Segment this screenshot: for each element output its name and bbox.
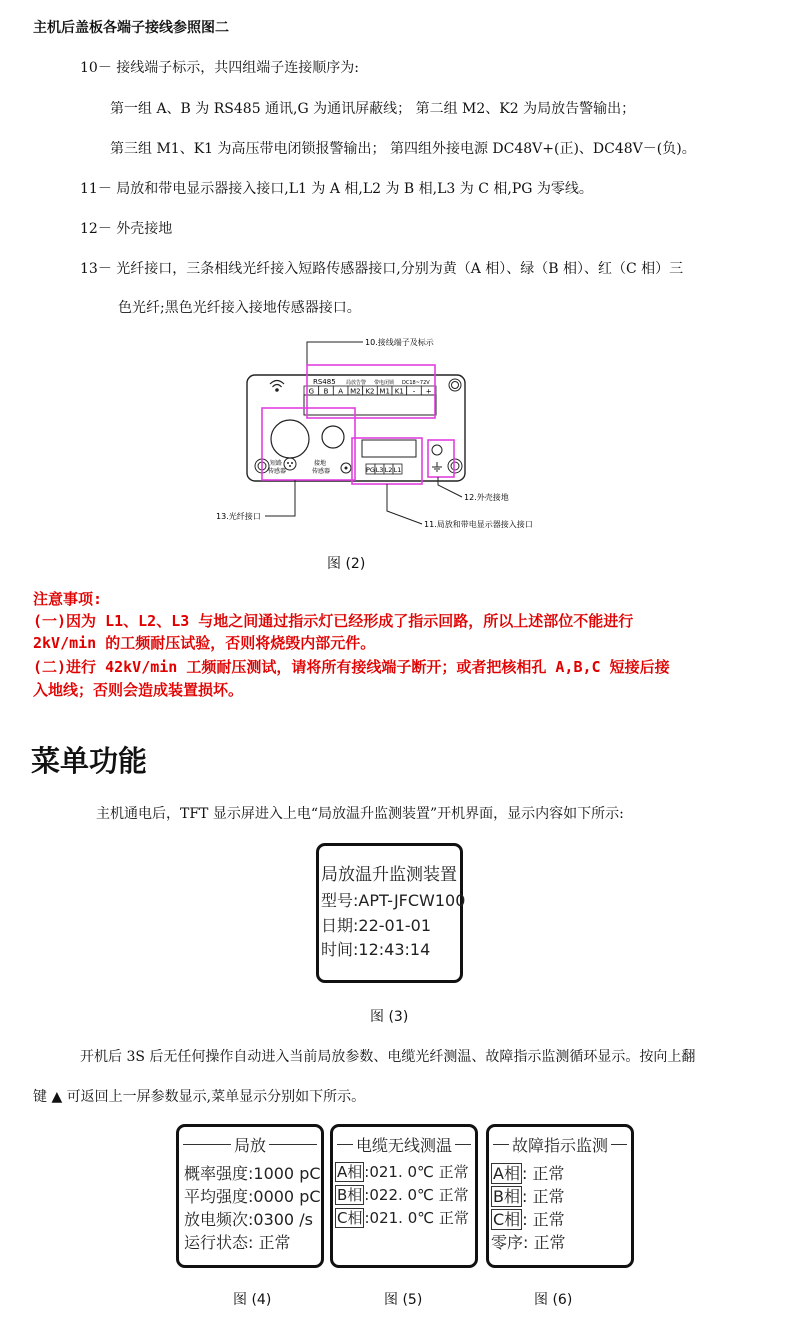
pd-line-4: 运行状态: 正常 xyxy=(184,1233,291,1252)
fault-row-a xyxy=(491,1161,564,1184)
pd-line-1: 概率强度:1000 pC xyxy=(184,1164,321,1183)
item-12: 12－ 外壳接地 xyxy=(80,221,173,237)
fault-row-c-label: C相 xyxy=(493,1210,521,1229)
rs485-label: RS485 xyxy=(313,378,336,386)
item-13-line2: 色光纤;黑色光纤接入接地传感器接口。 xyxy=(118,300,361,316)
terminal-label: A xyxy=(338,387,344,396)
display-terminals xyxy=(366,464,402,474)
figure-3-caption: 图 (3) xyxy=(370,1009,409,1025)
fault-row-c xyxy=(491,1207,565,1230)
temp-row-a-label: A相 xyxy=(337,1163,363,1181)
temp-row-c-value: :021. 0℃ 正常 xyxy=(364,1209,469,1227)
menu-intro: 主机通电后，TFT 显示屏进入上电“局放温升监测装置”开机界面，显示内容如下所示: xyxy=(96,806,624,822)
pd-line-3: 放电频次:0300 /s xyxy=(184,1210,313,1229)
fault-indicator-screen xyxy=(486,1124,634,1268)
item-10-group1: 第一组 A、B 为 RS485 通讯,G 为通讯屏蔽线； 第二组 M2、K2 为局放告警输出； xyxy=(110,101,636,117)
fault-row-a-value: : 正常 xyxy=(521,1164,565,1183)
display-terminal-label: L1 xyxy=(393,466,402,474)
fault-row-c-value: : 正常 xyxy=(522,1210,565,1229)
boot-time: 时间:12:43:14 xyxy=(321,940,431,959)
boot-screen xyxy=(316,843,466,983)
temp-row-b-label: B相 xyxy=(337,1186,363,1204)
terminal-label: K1 xyxy=(394,387,404,396)
item-10-lead: 10－ 接线端子标示，共四组端子连接顺序为: xyxy=(80,60,359,76)
temp-row-a-value: :021. 0℃ 正常 xyxy=(364,1163,469,1181)
notice-line-1: (一)因为 L1、L2、L3 与地之间通过指示灯已经形成了指示回路，所以上述部位不能进行 xyxy=(33,612,634,630)
short-sensor-label-1: 短路 xyxy=(270,460,283,467)
callout-13-label: 13.光纤接口 xyxy=(216,512,261,521)
display-terminal-label: PG xyxy=(366,466,375,474)
callout-10-label: 10.接线端子及标示 xyxy=(365,338,434,347)
callout-11-label: 11.局放和带电显示器接入接口 xyxy=(424,520,533,529)
short-sensor-label-2: 传感器 xyxy=(268,468,287,475)
fault-row-b-label: B相 xyxy=(493,1187,520,1206)
terminal-label: - xyxy=(412,387,416,396)
terminal-label: B xyxy=(323,387,329,396)
notice-heading: 注意事项: xyxy=(33,590,103,608)
fault-row-b-value: : 正常 xyxy=(521,1187,565,1206)
after-boot-line-1: 开机后 3S 后无任何操作自动进入当前局放参数、电缆光纤测温、故障指示监测循环显示。按向上翻 xyxy=(80,1049,696,1065)
fault-row-zero-label: 零序 xyxy=(491,1233,524,1252)
group-label-1: 局放告警 xyxy=(346,380,367,386)
terminal-label: K2 xyxy=(365,387,375,396)
terminal-block xyxy=(304,386,436,396)
display-terminal-label: L2 xyxy=(384,466,393,474)
rear-panel-diagram xyxy=(200,325,600,545)
pd-title: 局放 xyxy=(231,1133,269,1156)
section-title: 主机后盖板各端子接线参照图二 xyxy=(33,20,229,36)
terminal-label: M2 xyxy=(350,387,361,396)
boot-date: 日期:22-01-01 xyxy=(321,916,432,935)
temp-row-a xyxy=(335,1161,469,1182)
callout-13-line xyxy=(265,480,295,516)
item-13-line1: 13－ 光纤接口，三条相线光纤接入短路传感器接口,分别为黄（A 相）、绿（B 相）、红（C 相）三 xyxy=(80,261,684,277)
group-label-3: DC18~72V xyxy=(402,380,430,386)
fault-row-b xyxy=(491,1184,564,1207)
terminal-label: M1 xyxy=(379,387,390,396)
boot-title: 局放温升监测装置 xyxy=(321,865,457,885)
terminal-label: G xyxy=(308,387,315,396)
group-label-2: 带电闭锁 xyxy=(374,380,395,386)
temp-row-c xyxy=(335,1207,469,1228)
after-boot-line-2: 键 ▲ 可返回上一屏参数显示,菜单显示分别如下所示。 xyxy=(33,1089,366,1105)
pd-screen xyxy=(176,1124,324,1268)
temp-row-b-value: :022. 0℃ 正常 xyxy=(364,1186,469,1204)
terminal-label: + xyxy=(425,387,432,396)
fault-row-zero xyxy=(491,1230,566,1253)
temp-row-b xyxy=(335,1184,469,1205)
notice-line-3: (二)进行 42kV/min 工频耐压测试，请将所有接线端子断开；或者把核相孔 A,B,C 短接后接 xyxy=(33,658,670,676)
figure-4-caption: 图 (4) xyxy=(233,1292,272,1308)
temperature-screen xyxy=(330,1124,478,1268)
temp-row-c-label: C相 xyxy=(337,1209,363,1227)
notice-line-2: 2kV/min 的工频耐压试验，否则将烧毁内部元件。 xyxy=(33,634,376,652)
callout-11-line xyxy=(387,484,422,524)
notice-line-4: 入地线；否则会造成装置损坏。 xyxy=(33,681,244,699)
ground-sensor-label-2: 传感器 xyxy=(312,468,331,475)
item-10-group2: 第三组 M1、K1 为高压带电闭锁报警输出； 第四组外接电源 DC48V+(正)、DC48V－(负)。 xyxy=(110,141,696,157)
fault-row-a-label: A相 xyxy=(493,1164,520,1183)
fault-row-zero-value: : 正常 xyxy=(523,1233,566,1252)
figure-6-caption: 图 (6) xyxy=(534,1292,573,1308)
menu-heading: 菜单功能 xyxy=(31,744,148,778)
pd-line-2: 平均强度:0000 pC xyxy=(184,1187,321,1206)
temp-title: 电缆无线测温 xyxy=(353,1133,455,1156)
item-11: 11－ 局放和带电显示器接入接口,L1 为 A 相,L2 为 B 相,L3 为 C 相,PG 为零线。 xyxy=(80,181,593,197)
figure-2-caption: 图 (2) xyxy=(327,556,366,572)
callout-12-label: 12.外壳接地 xyxy=(464,493,509,502)
fault-title: 故障指示监测 xyxy=(509,1133,611,1156)
boot-model: 型号:APT-JFCW100 xyxy=(321,891,466,910)
display-terminal-label: L3 xyxy=(375,466,384,474)
figure-5-caption: 图 (5) xyxy=(384,1292,423,1308)
ground-sensor-label-1: 接地 xyxy=(314,460,327,467)
